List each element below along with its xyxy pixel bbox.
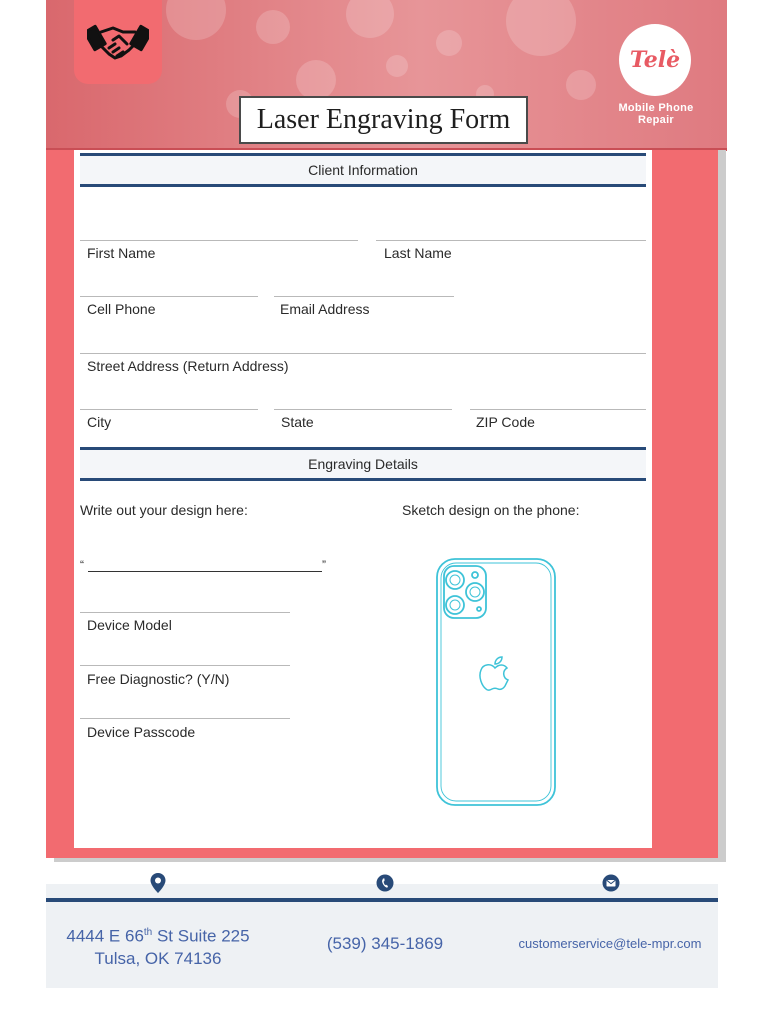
close-quote: ”: [322, 558, 326, 572]
last-name-label: Last Name: [384, 245, 452, 261]
footer-email[interactable]: customerservice@tele-mpr.com: [518, 936, 702, 951]
zip-field[interactable]: [470, 409, 646, 410]
cell-phone-field[interactable]: [80, 296, 258, 297]
device-passcode-field[interactable]: [80, 718, 290, 719]
free-diagnostic-label: Free Diagnostic? (Y/N): [87, 671, 230, 687]
engraving-details-heading: Engraving Details: [80, 447, 646, 481]
device-passcode-label: Device Passcode: [87, 724, 196, 740]
brand-logo: [619, 24, 691, 96]
logo-tagline: Mobile Phone Repair: [618, 102, 694, 126]
footer-divider: [46, 898, 718, 902]
client-info-heading: Client Information: [80, 153, 646, 187]
city-label: City: [87, 414, 112, 430]
first-name-field[interactable]: [80, 240, 358, 241]
open-quote: “: [80, 558, 84, 572]
street-address-field[interactable]: [80, 353, 646, 354]
state-field[interactable]: [274, 409, 452, 410]
logo-text: Telè: [629, 47, 681, 73]
last-name-field[interactable]: [376, 240, 646, 241]
cell-phone-label: Cell Phone: [87, 301, 156, 317]
sketch-design-label: Sketch design on the phone:: [402, 502, 580, 518]
email-field[interactable]: [274, 296, 454, 297]
email-label: Email Address: [280, 301, 370, 317]
free-diagnostic-field[interactable]: [80, 665, 290, 666]
address-line1-post: St Suite 225: [152, 926, 250, 946]
address-line2: Tulsa, OK 74136: [94, 948, 222, 968]
address-line1-pre: 4444 E 66: [66, 926, 144, 946]
handshake-tile: [74, 0, 162, 84]
write-design-label: Write out your design here:: [80, 502, 248, 518]
email-icon: [601, 872, 621, 894]
footer-address: [48, 922, 268, 970]
page-title: Laser Engraving Form: [239, 96, 528, 144]
backdrop-bottom: [46, 848, 718, 858]
design-text-field[interactable]: [88, 571, 322, 572]
state-label: State: [281, 414, 314, 430]
city-field[interactable]: [80, 409, 258, 410]
backdrop-right: [652, 150, 718, 858]
location-pin-icon: [148, 872, 168, 894]
device-model-label: Device Model: [87, 617, 172, 633]
first-name-label: First Name: [87, 245, 156, 261]
phone-sketch-area[interactable]: [434, 556, 558, 808]
footer-phone[interactable]: (539) 345-1869: [326, 934, 444, 953]
device-model-field[interactable]: [80, 612, 290, 613]
phone-icon: [375, 872, 395, 894]
form-paper: [74, 150, 652, 848]
street-address-label: Street Address (Return Address): [87, 358, 289, 374]
zip-label: ZIP Code: [476, 414, 535, 430]
backdrop-left: [46, 150, 74, 858]
handshake-icon: [87, 18, 149, 67]
address-sup: th: [143, 927, 153, 938]
smartphone-back-icon: [434, 795, 558, 812]
